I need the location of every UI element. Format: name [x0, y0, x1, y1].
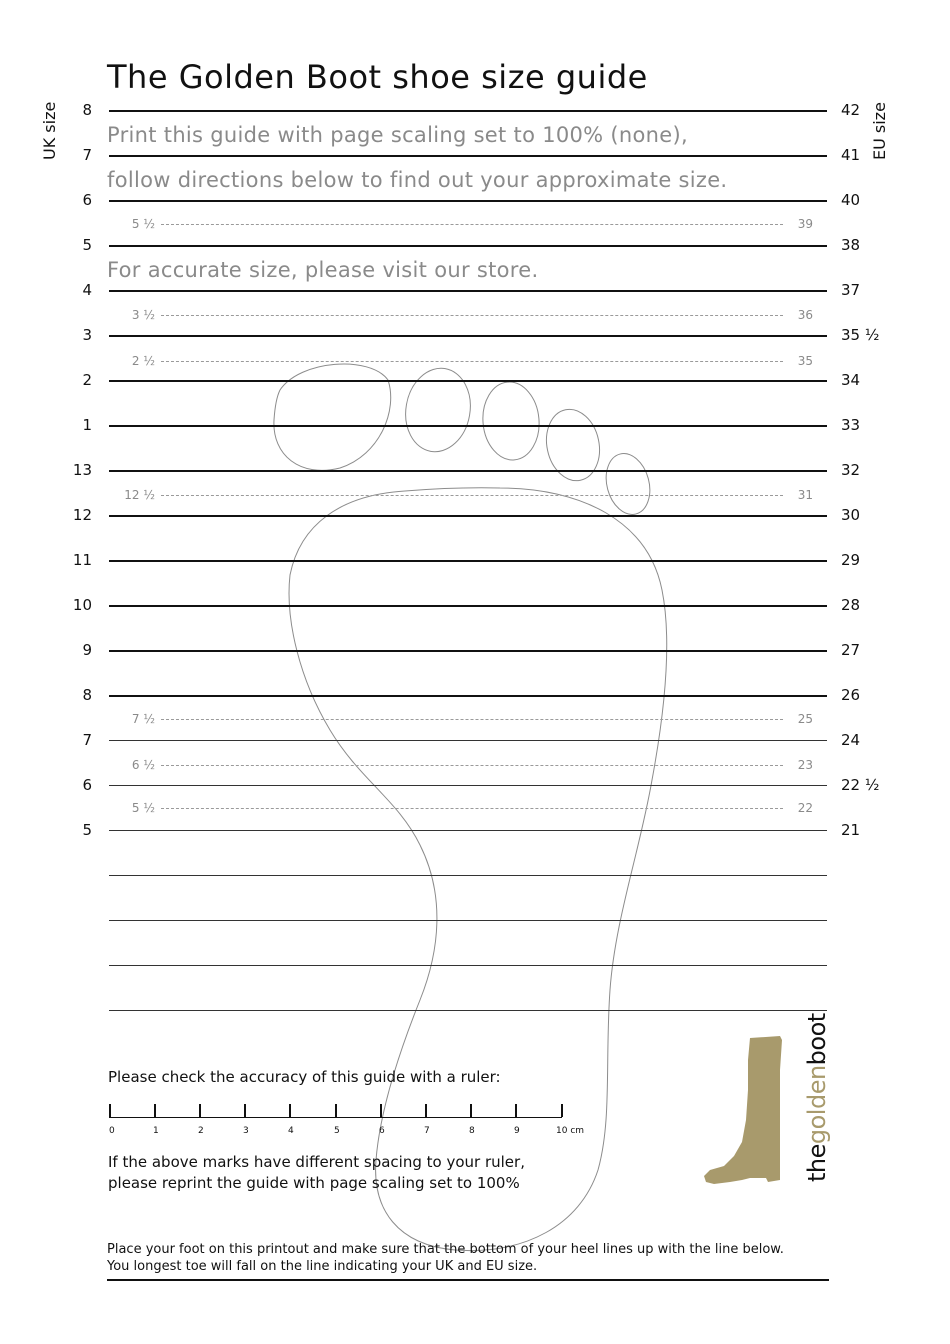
brand-wordmark-boot: boot	[803, 1013, 831, 1066]
heel-baseline	[107, 1279, 829, 1281]
size-line	[109, 650, 827, 652]
half-size-eu-label: 39	[797, 217, 813, 231]
uk-size-label: 3	[82, 326, 92, 344]
ruler-tick	[154, 1104, 156, 1117]
uk-size-label: 10	[72, 596, 92, 614]
eu-size-label: 40	[841, 191, 861, 209]
half-size-uk-label: 5 ½	[131, 217, 155, 231]
third-toe-outline	[480, 380, 543, 463]
half-size-line	[109, 307, 827, 323]
eu-size-label: 42	[841, 101, 861, 119]
blank-line	[109, 965, 827, 966]
instruction-line-2: follow directions below to find out your approximate size.	[107, 168, 728, 192]
half-size-eu-label: 23	[797, 758, 813, 772]
ruler-label: 7	[424, 1126, 430, 1136]
ruler-label: 3	[243, 1126, 249, 1136]
ruler-label: 6	[379, 1126, 385, 1136]
dashed-line	[161, 315, 783, 316]
eu-size-label: 21	[841, 821, 861, 839]
ruler-tick	[425, 1104, 427, 1117]
footer-instruction-line-2: You longest toe will fall on the line indicating your UK and EU size.	[107, 1259, 538, 1274]
size-line	[109, 560, 827, 562]
eu-size-label: 27	[841, 641, 861, 659]
ruler-note-line-1: If the above marks have different spacing to your ruler,	[108, 1153, 525, 1171]
dashed-line	[161, 765, 783, 766]
uk-size-label: 12	[72, 506, 92, 524]
blank-line	[109, 1010, 827, 1011]
blank-line	[109, 875, 827, 876]
ruler-check-prompt: Please check the accuracy of this guide with a ruler:	[108, 1068, 501, 1086]
eu-size-label: 33	[841, 416, 861, 434]
size-line	[109, 605, 827, 607]
uk-size-label: 8	[82, 101, 92, 119]
dashed-line	[161, 719, 783, 720]
size-line	[109, 515, 827, 517]
half-size-uk-label: 3 ½	[131, 308, 155, 322]
dashed-line	[161, 808, 783, 809]
ruler-label: 8	[469, 1126, 475, 1136]
instruction-line-1: Print this guide with page scaling set to 100% (none),	[107, 123, 688, 147]
size-line	[109, 200, 827, 202]
half-size-line	[109, 487, 827, 503]
size-line	[109, 380, 827, 382]
instruction-line-3: For accurate size, please visit our store.	[107, 258, 539, 282]
size-line	[109, 695, 827, 697]
half-size-uk-label: 2 ½	[131, 354, 155, 368]
half-size-line	[109, 353, 827, 369]
size-line	[109, 425, 827, 427]
ruler-label: 9	[514, 1126, 520, 1136]
ruler-note-line-2: please reprint the guide with page scaling set to 100%	[108, 1174, 520, 1192]
ruler-tick	[335, 1104, 337, 1117]
size-line	[109, 785, 827, 786]
size-line	[109, 740, 827, 741]
size-line	[109, 110, 827, 112]
uk-size-label: 6	[82, 191, 92, 209]
uk-size-label: 1	[82, 416, 92, 434]
eu-size-label: 34	[841, 371, 861, 389]
eu-size-label: 41	[841, 146, 861, 164]
half-size-line	[109, 757, 827, 773]
uk-size-label: 11	[72, 551, 92, 569]
ruler-label: 10 cm	[556, 1126, 585, 1136]
ruler-tick	[109, 1104, 111, 1117]
brand-wordmark	[803, 1013, 831, 1182]
boot-logo-icon	[700, 1030, 800, 1190]
half-size-uk-label: 7 ½	[131, 712, 155, 726]
size-line	[109, 470, 827, 472]
uk-size-label: 4	[82, 281, 92, 299]
uk-size-label: 8	[82, 686, 92, 704]
half-size-eu-label: 22	[797, 801, 813, 815]
fourth-toe-outline	[540, 404, 606, 485]
half-size-eu-label: 25	[797, 712, 813, 726]
ruler-label: 0	[109, 1126, 115, 1136]
half-size-eu-label: 31	[797, 488, 813, 502]
half-size-eu-label: 36	[797, 308, 813, 322]
uk-size-label: 9	[82, 641, 92, 659]
blank-line	[109, 920, 827, 921]
ruler-label: 5	[334, 1126, 340, 1136]
half-size-line	[109, 711, 827, 727]
size-line	[109, 245, 827, 247]
eu-size-label: 24	[841, 731, 861, 749]
ruler-label: 4	[288, 1126, 294, 1136]
uk-size-label: 6	[82, 776, 92, 794]
brand-wordmark-the: the	[803, 1144, 831, 1182]
eu-size-label: 30	[841, 506, 861, 524]
eu-size-label: 22 ½	[841, 776, 880, 794]
ruler-tick	[380, 1104, 382, 1117]
footer-instruction-line-1: Place your foot on this printout and make sure that the bottom of your heel lines up with the line below.	[107, 1242, 784, 1257]
uk-size-label: 13	[72, 461, 92, 479]
ruler-baseline	[109, 1117, 562, 1118]
little-toe-outline	[600, 449, 657, 520]
half-size-uk-label: 12 ½	[124, 488, 155, 502]
uk-size-label: 7	[82, 146, 92, 164]
eu-size-label: 29	[841, 551, 861, 569]
uk-size-label: 2	[82, 371, 92, 389]
eu-size-label: 38	[841, 236, 861, 254]
brand-wordmark-golden: golden	[803, 1065, 831, 1145]
ruler-tick	[561, 1104, 563, 1117]
ruler-tick	[515, 1104, 517, 1117]
eu-size-label: 35 ½	[841, 326, 880, 344]
half-size-line	[109, 800, 827, 816]
half-size-uk-label: 5 ½	[131, 801, 155, 815]
dashed-line	[161, 224, 783, 225]
eu-size-label: 37	[841, 281, 861, 299]
dashed-line	[161, 361, 783, 362]
second-toe-outline	[399, 363, 477, 457]
half-size-eu-label: 35	[797, 354, 813, 368]
ruler-label: 2	[198, 1126, 204, 1136]
uk-size-label: 5	[82, 236, 92, 254]
ruler-tick	[244, 1104, 246, 1117]
ruler-tick	[470, 1104, 472, 1117]
ruler-label: 1	[153, 1126, 159, 1136]
size-line	[109, 830, 827, 831]
size-line	[109, 335, 827, 337]
ruler-tick	[199, 1104, 201, 1117]
ruler-tick	[289, 1104, 291, 1117]
eu-size-label: 26	[841, 686, 861, 704]
eu-size-label: 32	[841, 461, 861, 479]
eu-size-axis-title: EU size	[870, 102, 889, 160]
uk-size-label: 7	[82, 731, 92, 749]
size-line	[109, 290, 827, 292]
uk-size-label: 5	[82, 821, 92, 839]
half-size-line	[109, 216, 827, 232]
ruler	[109, 1104, 585, 1144]
half-size-uk-label: 6 ½	[131, 758, 155, 772]
uk-size-axis-title: UK size	[40, 101, 59, 160]
dashed-line	[161, 495, 783, 496]
eu-size-label: 28	[841, 596, 861, 614]
size-line	[109, 155, 827, 157]
page-title: The Golden Boot shoe size guide	[107, 58, 648, 96]
